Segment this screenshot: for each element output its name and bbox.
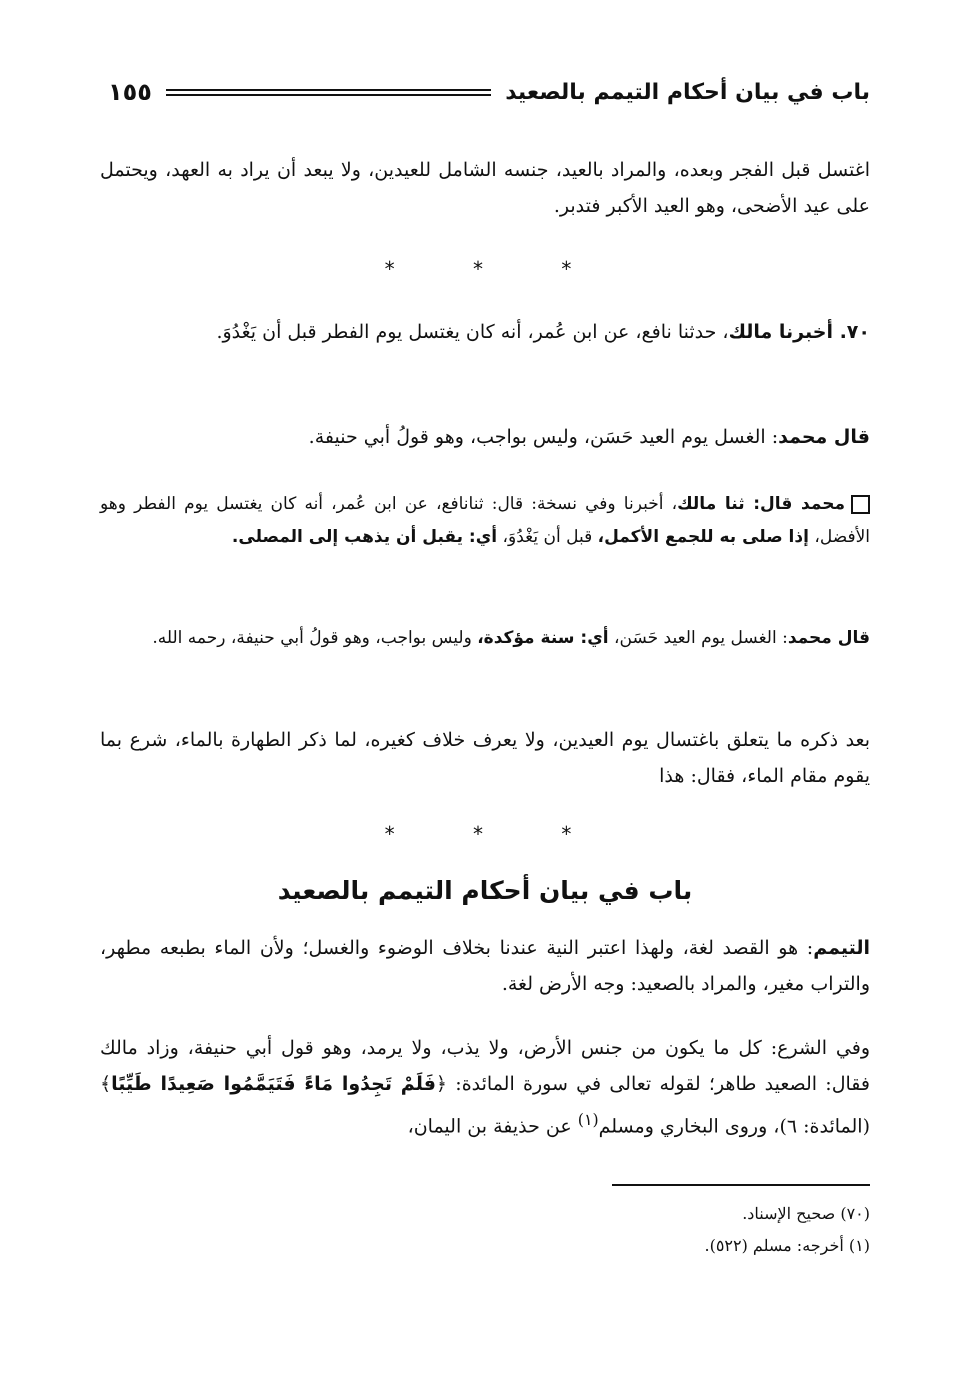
header-rule xyxy=(166,89,491,96)
star-glyph: * xyxy=(561,822,572,846)
star-glyph: * xyxy=(384,257,395,281)
sharh-bold: إذا صلى به للجمع الأكمل، xyxy=(597,527,809,547)
sharh-bold: أي: سنة مؤكدة، xyxy=(477,628,609,648)
hadith-70 xyxy=(100,314,870,350)
hadith-text: ، حدثنا نافع، عن ابن عُمر، أنه كان يغتسل يوم الفطر قبل أن يَغْدُوَ. xyxy=(216,321,729,343)
quran-verse: فَلَمْ تَجِدُوا مَاءً فَتَيَمَّمُوا صَعِيدًا طَيِّبًا xyxy=(111,1073,436,1095)
sharh-lead: محمد قال: ثنا مالك xyxy=(677,494,845,514)
qal-text: : الغسل يوم العيد حَسَن، وليس بواجب، وهو قولُ أبي حنيفة. xyxy=(308,426,779,448)
sharh-2 xyxy=(100,622,870,655)
square-marker-icon xyxy=(851,495,870,514)
section-title: باب في بيان أحكام التيمم بالصعيد xyxy=(277,876,693,905)
paragraph-eid: اغتسل قبل الفجر وبعده، والمراد بالعيد، جنسه الشامل للعيدين، ولا يبعد أن يراد به العهد، ويحتمل على عيد الأضحى، وهو العيد الأكبر فتدبر. xyxy=(100,159,870,217)
sharh-bold: أي: يقبل أن يذهب إلى المصلى. xyxy=(231,527,498,547)
shar-text: وفي الشرع: كل ما يكون من جنس الأرض، ولا يذب، ولا يرمد، وهو قول أبي حنيفة، وزاد مالك فقال: الصعيد طاهر؛ لقوله تعالى في سورة المائدة: ﴿ xyxy=(100,1037,870,1095)
shar-text: عن حذيفة بن اليمان، xyxy=(407,1115,578,1138)
separator-stars xyxy=(0,257,956,281)
sharh-text: قبل أن يَغْدُوَ، xyxy=(497,527,598,547)
footnote-rule xyxy=(612,1184,870,1186)
page-number: ١٥٥ xyxy=(108,78,152,106)
star-glyph: * xyxy=(473,822,483,846)
star-glyph: * xyxy=(561,257,572,281)
tayammum-text: : هو القصد لغة، ولهذا اعتبر النية عندنا بخلاف الوضوء والغسل؛ ولأن الماء بطبعه مطهر، والتراب مغير، والمراد بالصعيد: وجه الأرض لغة. xyxy=(100,937,870,995)
paragraph-tayammum xyxy=(100,930,870,1002)
sharh-lead: قال محمد xyxy=(787,628,870,648)
star-glyph: * xyxy=(384,822,395,846)
footnote-70: (٧٠) صحيح الإسناد. xyxy=(742,1204,870,1223)
star-glyph: * xyxy=(473,257,483,281)
running-title: باب في بيان أحكام التيمم بالصعيد xyxy=(505,79,870,105)
paragraph-transition: بعد ذكره ما يتعلق باغتسال يوم العيدين، ولا يعرف خلاف كغيره، لما ذكر الطهارة بالماء، شرع بما يقوم مقام الماء، فقال: هذا xyxy=(100,729,870,787)
qal-lead: قال محمد xyxy=(778,426,870,448)
tayammum-lead: التيمم xyxy=(813,937,870,959)
sharh-text: ، أخبرنا وفي نسخة: قال: ثنانافع، عن ابن عُمر، أنه كان يغتسل يوم الفطر وهو الأفضل، xyxy=(100,494,870,547)
footnote-ref[interactable]: (١) xyxy=(577,1110,599,1129)
separator-stars xyxy=(0,822,956,846)
hadith-lead: ٧٠. أخبرنا مالك xyxy=(728,321,870,343)
shar-text: ﴾ (المائدة: ٦)، وروى البخاري ومسلم xyxy=(100,1073,870,1138)
page-header xyxy=(108,72,870,112)
sharh-text: : الغسل يوم العيد حَسَن، xyxy=(608,628,788,648)
sharh-1 xyxy=(100,488,870,554)
footnote-1: (١) أخرجه: مسلم (٥٢٢). xyxy=(704,1236,870,1255)
paragraph-shar xyxy=(100,1030,870,1144)
sharh-text: وليس بواجب، وهو قولُ أبي حنيفة، رحمه الله. xyxy=(152,628,478,648)
qal-muhammad-1 xyxy=(100,419,870,455)
